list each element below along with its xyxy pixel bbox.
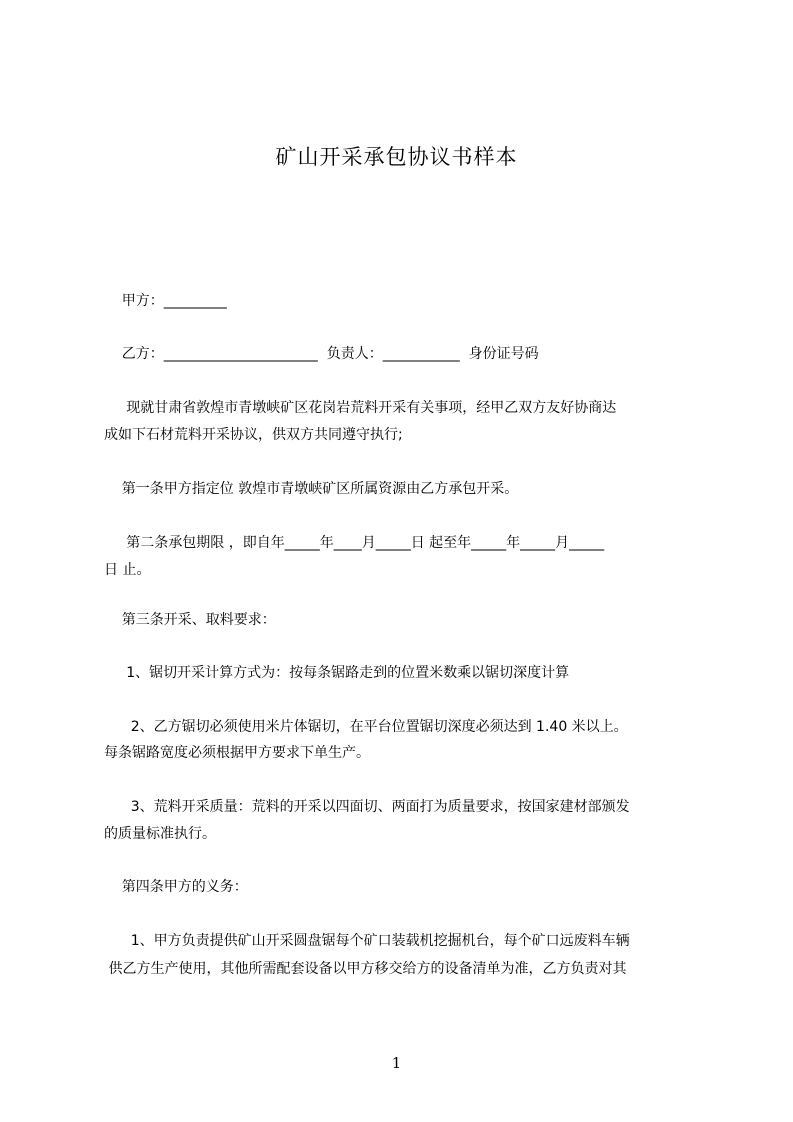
article-1: 第一条甲方指定位 敦煌市青墩峡矿区所属资源由乙方承包开采。 xyxy=(104,481,519,497)
article-3-item-3-line-1: 3、荒料开采质量：荒料的开采以四面切、两面打为质量要求，按国家建材部颁发 xyxy=(104,799,630,815)
article-3-heading: 第三条开采、取料要求： xyxy=(104,612,276,628)
preamble-line-2: 成如下石材荒料开采协议，供双方共同遵守执行; xyxy=(104,427,403,443)
article-4-item-1-line-2: 供乙方生产使用，其他所需配套设备以甲方移交给方的设备清单为准，乙方负责对其 xyxy=(104,961,627,977)
article-2-line-1: 第二条承包期限 ，即自年_____年____月_____日 起至年_____年_____月_____ xyxy=(104,535,605,551)
article-4-item-1-line-1: 1、甲方负责提供矿山开采圆盘锯每个矿口装载机挖掘机台，每个矿口远废料车辆 xyxy=(104,933,630,949)
article-4-heading: 第四条甲方的义务： xyxy=(104,879,248,895)
article-3-item-2-line-2: 每条锯路宽度必须根据甲方要求下单生产。 xyxy=(104,745,370,761)
document-title: 矿山开采承包协议书样本 xyxy=(275,145,518,169)
party-b-line: 乙方：______________________ 负责人：___________ 身份证号码 xyxy=(104,346,539,362)
party-a-line: 甲方：_________ xyxy=(104,293,227,309)
page-number: 1 xyxy=(391,1054,402,1072)
article-2-line-2: 日 止。 xyxy=(104,562,151,578)
article-3-item-2-line-1: 2、乙方锯切必须使用米片体锯切，在平台位置锯切深度必须达到 1.40 米以上。 xyxy=(104,719,628,735)
article-3-item-1: 1、锯切开采计算方式为：按每条锯路走到的位置米数乘以锯切深度计算 xyxy=(104,665,570,681)
preamble-line-1: 现就甘肃省敦煌市青墩峡矿区花岗岩荒料开采有关事项，经甲乙双方友好协商达 xyxy=(104,400,617,416)
article-3-item-3-line-2: 的质量标准执行。 xyxy=(104,826,216,842)
